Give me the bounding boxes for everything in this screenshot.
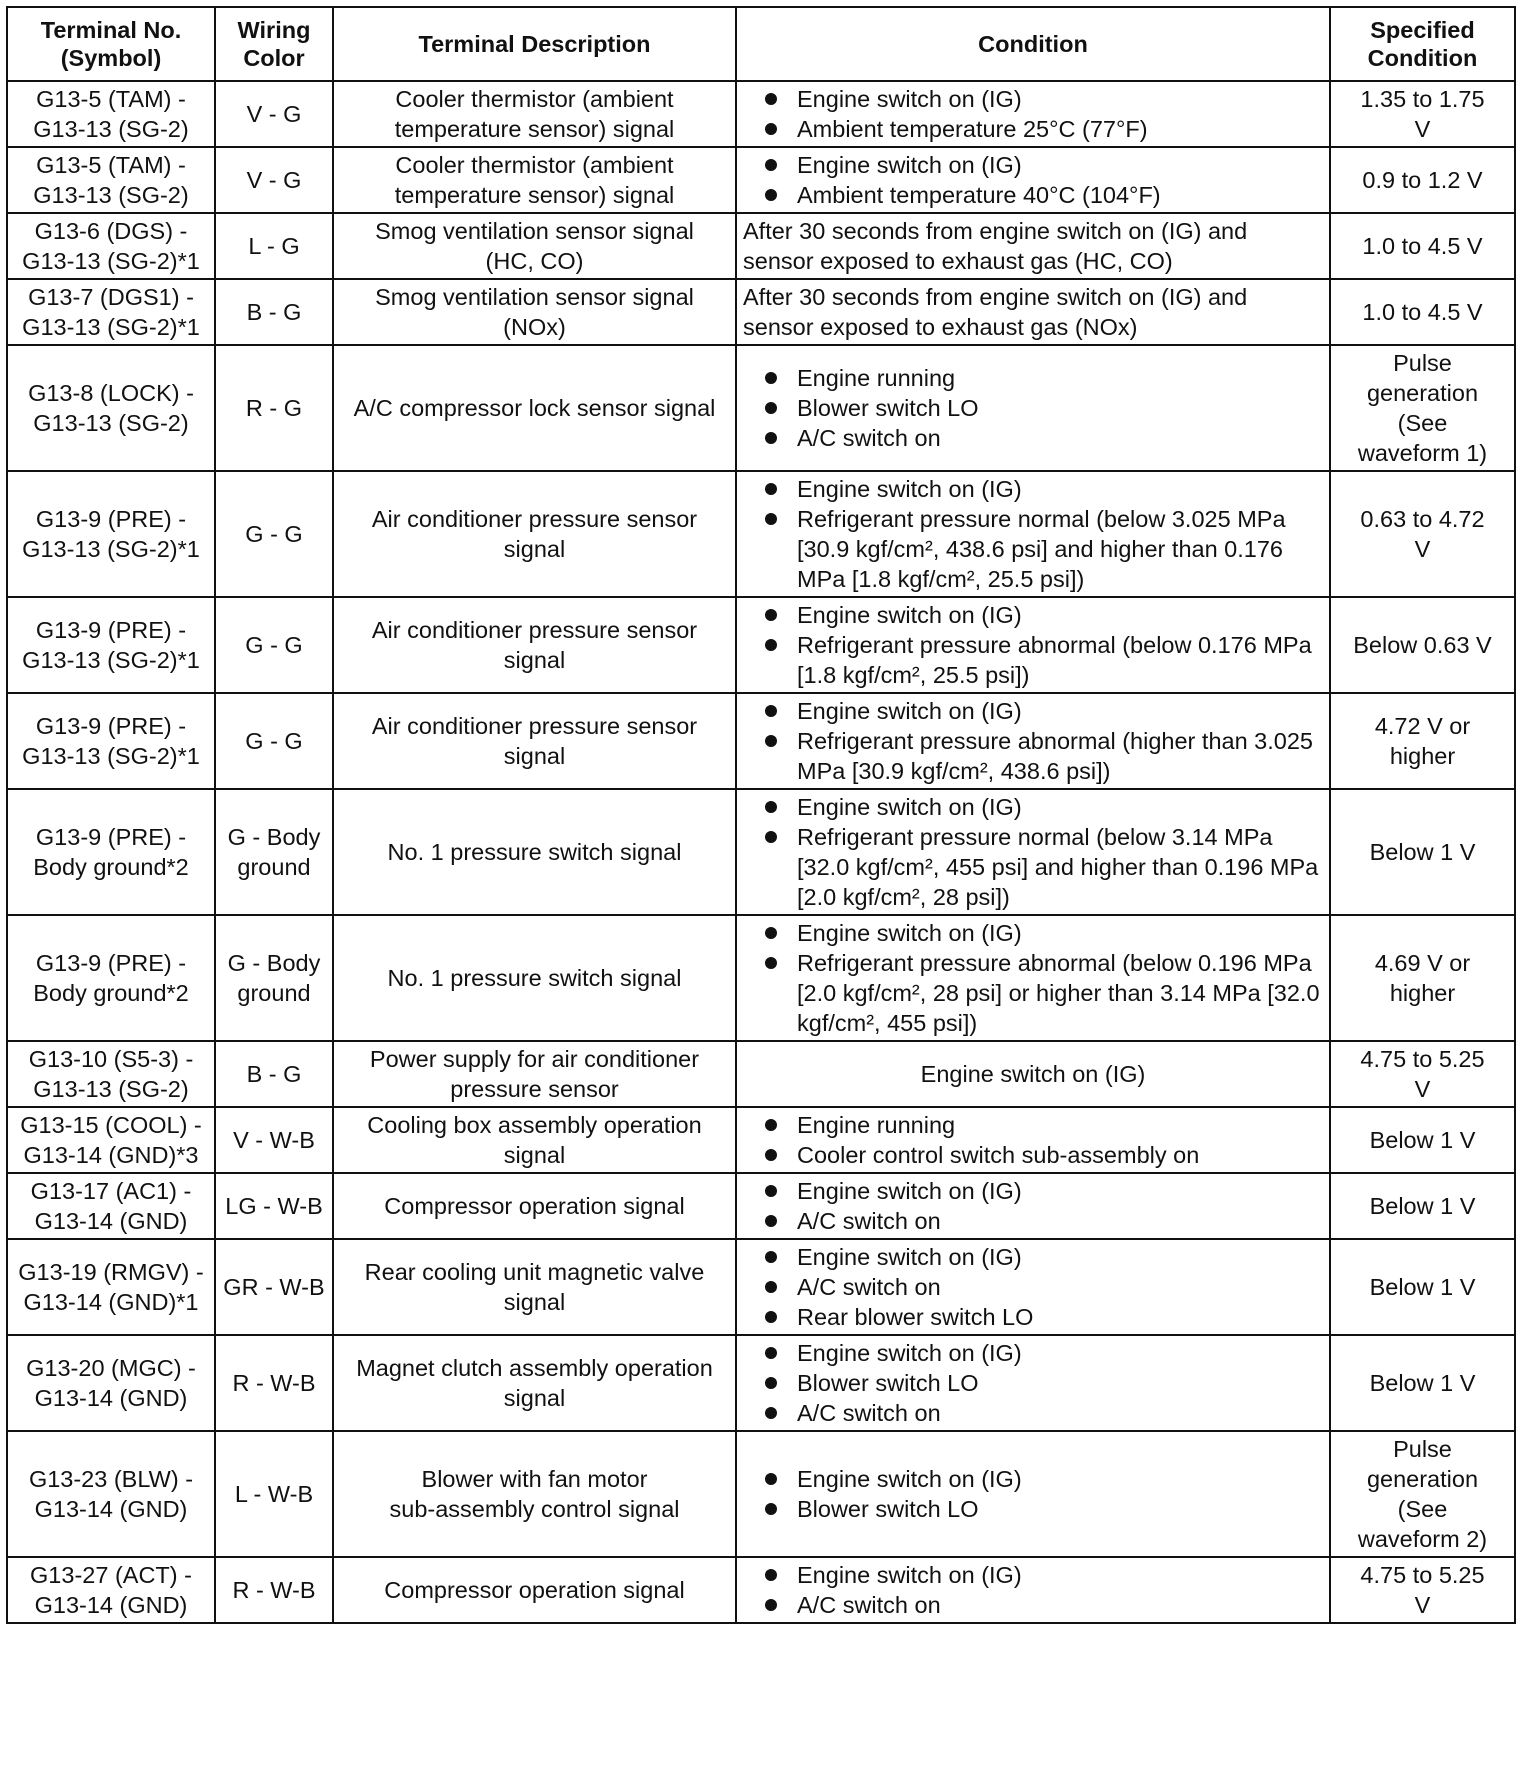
wiring-color-cell-line: R - W-B <box>232 1577 316 1603</box>
condition-list <box>743 474 1323 594</box>
wiring-color-cell-line: R - G <box>245 395 303 421</box>
condition-cell <box>736 81 1330 147</box>
description-cell-line: temperature sensor) signal <box>394 116 675 142</box>
condition-list <box>743 1110 1323 1170</box>
description-cell-line: Rear cooling unit magnetic valve <box>364 1259 705 1285</box>
condition-list <box>743 150 1323 210</box>
description-cell-line: Magnet clutch assembly operation <box>356 1355 713 1381</box>
wiring-color-cell-line: LG - W-B <box>225 1193 323 1219</box>
terminal-cell-line: G13-13 (SG-2)*1 <box>22 536 200 562</box>
wiring-color-cell-line: ground <box>237 854 311 880</box>
specified-condition-cell-line: 1.0 to 4.5 V <box>1362 233 1483 259</box>
specified-condition-cell <box>1330 1557 1515 1623</box>
terminal-cell-line: G13-14 (GND) <box>34 1385 188 1411</box>
terminal-cell-line: G13-17 (AC1) - <box>30 1178 192 1204</box>
terminal-cell-line: G13-10 (S5-3) - <box>28 1046 194 1072</box>
condition-item: Engine switch on (IG) <box>743 150 1323 180</box>
specified-condition-cell <box>1330 693 1515 789</box>
specified-condition-cell <box>1330 1041 1515 1107</box>
condition-item: Ambient temperature 25°C (77°F) <box>743 114 1323 144</box>
specified-condition-cell-line: generation <box>1366 380 1479 406</box>
description-cell-line: signal <box>503 536 566 562</box>
description-cell <box>333 789 736 915</box>
header-specified-condition: Specified Condition <box>1330 7 1515 81</box>
specified-condition-cell <box>1330 1431 1515 1557</box>
header-row <box>7 7 1515 81</box>
specified-condition-cell-line: V <box>1414 116 1431 142</box>
description-cell <box>333 1173 736 1239</box>
description-cell-line: pressure sensor <box>450 1076 619 1102</box>
terminal-cell-line: G13-14 (GND)*3 <box>23 1142 199 1168</box>
condition-list <box>743 1242 1323 1332</box>
description-cell-line: Cooler thermistor (ambient <box>395 86 674 112</box>
condition-cell <box>736 1431 1330 1557</box>
wiring-color-cell-line: V - G <box>246 101 302 127</box>
description-cell <box>333 147 736 213</box>
specified-condition-cell-line: 4.69 V or <box>1374 950 1471 976</box>
terminal-cell-line: G13-14 (GND) <box>34 1208 188 1234</box>
specified-condition-cell-line: Below 0.63 V <box>1353 632 1492 658</box>
terminal-cell <box>7 471 215 597</box>
condition-list <box>743 1338 1323 1428</box>
header-wiring-color: Wiring Color <box>215 7 333 81</box>
description-cell <box>333 1239 736 1335</box>
condition-item: Cooler control switch sub-assembly on <box>743 1140 1323 1170</box>
specified-condition-cell <box>1330 1173 1515 1239</box>
wiring-color-cell-line: B - G <box>246 1061 302 1087</box>
terminal-cell-line: G13-14 (GND) <box>34 1592 188 1618</box>
terminal-cell-line: G13-13 (SG-2)*1 <box>22 314 200 340</box>
wiring-color-cell <box>215 1239 333 1335</box>
terminal-cell <box>7 1431 215 1557</box>
terminal-cell <box>7 81 215 147</box>
table-row <box>7 789 1515 915</box>
terminal-cell-line: G13-13 (SG-2)*1 <box>22 248 200 274</box>
wiring-color-cell-line: R - W-B <box>232 1370 316 1396</box>
wiring-color-cell <box>215 1335 333 1431</box>
description-cell <box>333 279 736 345</box>
condition-list <box>743 600 1323 690</box>
condition-item: Engine switch on (IG) <box>743 1464 1323 1494</box>
specified-condition-cell-line: Below 1 V <box>1369 1274 1476 1300</box>
wiring-color-cell-line: B - G <box>246 299 302 325</box>
wiring-color-cell <box>215 81 333 147</box>
description-cell <box>333 213 736 279</box>
specified-condition-cell-line: higher <box>1389 743 1456 769</box>
condition-item: Engine switch on (IG) <box>743 918 1323 948</box>
condition-item: Engine switch on (IG) <box>743 1560 1323 1590</box>
header-terminal: Terminal No. (Symbol) <box>7 7 215 81</box>
condition-cell <box>736 915 1330 1041</box>
description-cell-line: (HC, CO) <box>485 248 584 274</box>
terminal-cell-line: G13-14 (GND) <box>34 1496 188 1522</box>
wiring-color-cell <box>215 1173 333 1239</box>
terminal-cell-line: G13-5 (TAM) - <box>36 152 186 178</box>
condition-item: Refrigerant pressure normal (below 3.14 MPa [32.0 kgf/cm², 455 psi] and higher than 0.196 MPa [2.0 kgf/cm², 28 psi]) <box>743 822 1323 912</box>
condition-item: Engine switch on (IG) <box>743 792 1323 822</box>
specified-condition-cell <box>1330 597 1515 693</box>
description-cell-line: signal <box>503 1142 566 1168</box>
specified-condition-cell-line: 0.63 to 4.72 <box>1360 506 1485 532</box>
condition-cell <box>736 789 1330 915</box>
wiring-color-cell-line: G - Body <box>227 950 321 976</box>
description-cell-line: signal <box>503 1289 566 1315</box>
condition-list <box>743 792 1323 912</box>
wiring-color-cell-line: V - G <box>246 167 302 193</box>
condition-cell <box>736 213 1330 279</box>
table-row <box>7 597 1515 693</box>
description-cell <box>333 471 736 597</box>
condition-cell <box>736 1335 1330 1431</box>
specified-condition-cell-line: waveform 1) <box>1357 440 1488 466</box>
condition-cell <box>736 147 1330 213</box>
terminal-cell <box>7 147 215 213</box>
terminal-cell-line: G13-23 (BLW) - <box>28 1466 194 1492</box>
terminal-cell-line: G13-9 (PRE) - <box>35 950 187 976</box>
table-row <box>7 915 1515 1041</box>
condition-cell <box>736 1173 1330 1239</box>
specified-condition-cell-line: 4.75 to 5.25 <box>1360 1046 1485 1072</box>
terminal-cell <box>7 1335 215 1431</box>
specified-condition-cell-line: Below 1 V <box>1369 1193 1476 1219</box>
table-row <box>7 1041 1515 1107</box>
description-cell-line: (NOx) <box>503 314 566 340</box>
terminal-cell <box>7 1557 215 1623</box>
specified-condition-cell <box>1330 1239 1515 1335</box>
description-cell-line: temperature sensor) signal <box>394 182 675 208</box>
specified-condition-cell <box>1330 471 1515 597</box>
specified-condition-cell-line: generation <box>1366 1466 1479 1492</box>
condition-cell <box>736 597 1330 693</box>
terminal-cell-line: G13-13 (SG-2) <box>33 410 189 436</box>
wiring-color-cell <box>215 279 333 345</box>
terminal-cell-line: G13-19 (RMGV) - <box>18 1259 204 1285</box>
condition-cell <box>736 279 1330 345</box>
description-cell-line: No. 1 pressure switch signal <box>387 839 682 865</box>
wiring-color-cell-line: V - W-B <box>233 1127 315 1153</box>
description-cell-line: Compressor operation signal <box>384 1193 685 1219</box>
terminal-cell <box>7 345 215 471</box>
specified-condition-cell <box>1330 789 1515 915</box>
specified-condition-cell <box>1330 81 1515 147</box>
wiring-color-cell <box>215 1557 333 1623</box>
wiring-color-cell <box>215 693 333 789</box>
description-cell-line: Air conditioner pressure sensor <box>371 506 698 532</box>
condition-item: Engine switch on (IG) <box>743 84 1323 114</box>
condition-item: Engine switch on (IG) <box>743 600 1323 630</box>
wiring-color-cell-line: ground <box>237 980 311 1006</box>
table-body <box>7 81 1515 1623</box>
table-row <box>7 213 1515 279</box>
condition-list <box>743 918 1323 1038</box>
terminal-cell-line: G13-13 (SG-2)*1 <box>22 647 200 673</box>
description-cell-line: No. 1 pressure switch signal <box>387 965 682 991</box>
condition-item: Engine switch on (IG) <box>743 1242 1323 1272</box>
specified-condition-cell <box>1330 1335 1515 1431</box>
terminal-cell <box>7 279 215 345</box>
condition-cell <box>736 693 1330 789</box>
description-cell <box>333 693 736 789</box>
condition-item: Refrigerant pressure abnormal (below 0.196 MPa [2.0 kgf/cm², 28 psi] or higher than 3.14 MPa [32.0 kgf/cm², 455 psi]) <box>743 948 1323 1038</box>
terminal-cell-line: G13-13 (SG-2) <box>33 116 189 142</box>
specified-condition-cell-line: higher <box>1389 980 1456 1006</box>
description-cell <box>333 597 736 693</box>
wiring-color-cell-line: G - G <box>245 521 303 547</box>
terminal-cell-line: G13-20 (MGC) - <box>26 1355 196 1381</box>
wiring-color-cell-line: L - W-B <box>234 1481 314 1507</box>
specified-condition-cell-line: 4.72 V or <box>1374 713 1471 739</box>
condition-cell <box>736 1557 1330 1623</box>
terminal-spec-sheet <box>6 6 1516 1624</box>
table-row <box>7 279 1515 345</box>
condition-item: Engine running <box>743 363 1323 393</box>
specified-condition-cell <box>1330 1107 1515 1173</box>
terminal-cell-line: G13-8 (LOCK) - <box>28 380 194 406</box>
table-row <box>7 147 1515 213</box>
condition-item: Engine switch on (IG) <box>743 1176 1323 1206</box>
terminal-cell-line: G13-9 (PRE) - <box>35 617 187 643</box>
wiring-color-cell <box>215 471 333 597</box>
description-cell <box>333 915 736 1041</box>
description-cell-line: Cooler thermistor (ambient <box>395 152 674 178</box>
table-row <box>7 1335 1515 1431</box>
specified-condition-cell-line: waveform 2) <box>1357 1526 1488 1552</box>
table-row <box>7 1107 1515 1173</box>
specified-condition-cell-line: 1.0 to 4.5 V <box>1362 299 1483 325</box>
condition-text: After 30 seconds from engine switch on (IG) and sensor exposed to exhaust gas (NOx) <box>743 284 1248 340</box>
wiring-color-cell <box>215 1107 333 1173</box>
header-terminal-description: Terminal Description <box>333 7 736 81</box>
condition-cell <box>736 1239 1330 1335</box>
description-cell <box>333 81 736 147</box>
wiring-color-cell <box>215 597 333 693</box>
terminal-cell <box>7 693 215 789</box>
terminal-cell <box>7 1041 215 1107</box>
terminal-cell-line: Body ground*2 <box>33 854 189 880</box>
terminal-cell-line: G13-27 (ACT) - <box>30 1562 192 1588</box>
description-cell <box>333 1107 736 1173</box>
specified-condition-cell-line: (See <box>1397 410 1448 436</box>
condition-item: Refrigerant pressure abnormal (higher than 3.025 MPa [30.9 kgf/cm², 438.6 psi]) <box>743 726 1323 786</box>
wiring-color-cell <box>215 345 333 471</box>
wiring-color-cell <box>215 915 333 1041</box>
table-row <box>7 1239 1515 1335</box>
table-row <box>7 81 1515 147</box>
condition-item: A/C switch on <box>743 1398 1323 1428</box>
terminal-cell-line: G13-6 (DGS) - <box>34 218 188 244</box>
description-cell <box>333 1431 736 1557</box>
terminal-cell-line: G13-7 (DGS1) - <box>28 284 194 310</box>
condition-item: Refrigerant pressure normal (below 3.025 MPa [30.9 kgf/cm², 438.6 psi] and higher than 0.176 MPa [1.8 kgf/cm², 25.5 psi]) <box>743 504 1323 594</box>
condition-cell <box>736 1041 1330 1107</box>
description-cell-line: Smog ventilation sensor signal <box>375 284 694 310</box>
condition-item: Engine running <box>743 1110 1323 1140</box>
terminal-cell-line: G13-13 (SG-2) <box>33 1076 189 1102</box>
description-cell-line: Air conditioner pressure sensor <box>371 617 698 643</box>
specified-condition-cell <box>1330 915 1515 1041</box>
specified-condition-cell <box>1330 345 1515 471</box>
specified-condition-cell <box>1330 279 1515 345</box>
terminal-cell-line: G13-15 (COOL) - <box>20 1112 202 1138</box>
condition-item: Rear blower switch LO <box>743 1302 1323 1332</box>
condition-list <box>743 1464 1323 1524</box>
condition-item: A/C switch on <box>743 1590 1323 1620</box>
description-cell-line: A/C compressor lock sensor signal <box>353 395 716 421</box>
condition-list <box>743 363 1323 453</box>
condition-item: A/C switch on <box>743 1272 1323 1302</box>
description-cell-line: Air conditioner pressure sensor <box>371 713 698 739</box>
terminal-cell <box>7 1173 215 1239</box>
header-condition: Condition <box>736 7 1330 81</box>
table-row <box>7 1431 1515 1557</box>
condition-item: Engine switch on (IG) <box>743 1338 1323 1368</box>
table-row <box>7 345 1515 471</box>
specified-condition-cell-line: (See <box>1397 1496 1448 1522</box>
description-cell-line: Cooling box assembly operation <box>367 1112 702 1138</box>
terminal-cell-line: G13-5 (TAM) - <box>36 86 186 112</box>
wiring-color-cell-line: L - G <box>248 233 300 259</box>
description-cell <box>333 345 736 471</box>
specified-condition-cell-line: Below 1 V <box>1369 839 1476 865</box>
condition-item: A/C switch on <box>743 1206 1323 1236</box>
condition-list <box>743 84 1323 144</box>
condition-item: Refrigerant pressure abnormal (below 0.176 MPa [1.8 kgf/cm², 25.5 psi]) <box>743 630 1323 690</box>
terminal-cell <box>7 915 215 1041</box>
specified-condition-cell-line: Below 1 V <box>1369 1370 1476 1396</box>
specified-condition-cell-line: 4.75 to 5.25 <box>1360 1562 1485 1588</box>
specified-condition-cell-line: V <box>1414 536 1431 562</box>
table-row <box>7 1173 1515 1239</box>
condition-cell <box>736 471 1330 597</box>
condition-text: After 30 seconds from engine switch on (IG) and sensor exposed to exhaust gas (HC, CO) <box>743 218 1248 274</box>
wiring-color-cell <box>215 789 333 915</box>
description-cell <box>333 1335 736 1431</box>
terminal-cell <box>7 1107 215 1173</box>
specified-condition-cell-line: 1.35 to 1.75 <box>1360 86 1485 112</box>
terminal-cell <box>7 597 215 693</box>
specified-condition-cell <box>1330 213 1515 279</box>
specified-condition-cell-line: V <box>1414 1076 1431 1102</box>
specified-condition-cell-line: Pulse <box>1393 350 1452 376</box>
table-row <box>7 693 1515 789</box>
table-row <box>7 471 1515 597</box>
condition-text: Engine switch on (IG) <box>920 1061 1146 1087</box>
terminal-cell-line: G13-14 (GND)*1 <box>23 1289 199 1315</box>
terminal-cell <box>7 789 215 915</box>
condition-item: Engine switch on (IG) <box>743 474 1323 504</box>
wiring-color-cell <box>215 213 333 279</box>
wiring-color-cell-line: GR - W-B <box>223 1274 325 1300</box>
specified-condition-cell-line: Below 1 V <box>1369 1127 1476 1153</box>
wiring-color-cell <box>215 1041 333 1107</box>
description-cell-line: signal <box>503 1385 566 1411</box>
condition-cell <box>736 345 1330 471</box>
description-cell-line: sub-assembly control signal <box>389 1496 680 1522</box>
specified-condition-cell-line: V <box>1414 1592 1431 1618</box>
terminal-cell-line: Body ground*2 <box>33 980 189 1006</box>
description-cell-line: Power supply for air conditioner <box>369 1046 700 1072</box>
description-cell-line: Compressor operation signal <box>384 1577 685 1603</box>
condition-item: Blower switch LO <box>743 1368 1323 1398</box>
wiring-color-cell-line: G - G <box>245 632 303 658</box>
description-cell <box>333 1041 736 1107</box>
terminal-cell-line: G13-13 (SG-2) <box>33 182 189 208</box>
condition-list <box>743 1560 1323 1620</box>
condition-item: Blower switch LO <box>743 1494 1323 1524</box>
description-cell-line: Blower with fan motor <box>421 1466 648 1492</box>
condition-cell <box>736 1107 1330 1173</box>
specified-condition-cell-line: 0.9 to 1.2 V <box>1362 167 1483 193</box>
terminal-spec-table <box>6 6 1516 1624</box>
condition-item: Engine switch on (IG) <box>743 696 1323 726</box>
condition-item: Ambient temperature 40°C (104°F) <box>743 180 1323 210</box>
description-cell-line: signal <box>503 743 566 769</box>
condition-list <box>743 1176 1323 1236</box>
terminal-cell <box>7 1239 215 1335</box>
terminal-cell <box>7 213 215 279</box>
wiring-color-cell-line: G - G <box>245 728 303 754</box>
condition-item: A/C switch on <box>743 423 1323 453</box>
terminal-cell-line: G13-9 (PRE) - <box>35 713 187 739</box>
table-row <box>7 1557 1515 1623</box>
wiring-color-cell <box>215 1431 333 1557</box>
condition-item: Blower switch LO <box>743 393 1323 423</box>
wiring-color-cell-line: G - Body <box>227 824 321 850</box>
description-cell <box>333 1557 736 1623</box>
terminal-cell-line: G13-13 (SG-2)*1 <box>22 743 200 769</box>
terminal-cell-line: G13-9 (PRE) - <box>35 506 187 532</box>
description-cell-line: signal <box>503 647 566 673</box>
terminal-cell-line: G13-9 (PRE) - <box>35 824 187 850</box>
wiring-color-cell <box>215 147 333 213</box>
condition-list <box>743 696 1323 786</box>
specified-condition-cell-line: Pulse <box>1393 1436 1452 1462</box>
description-cell-line: Smog ventilation sensor signal <box>375 218 694 244</box>
specified-condition-cell <box>1330 147 1515 213</box>
